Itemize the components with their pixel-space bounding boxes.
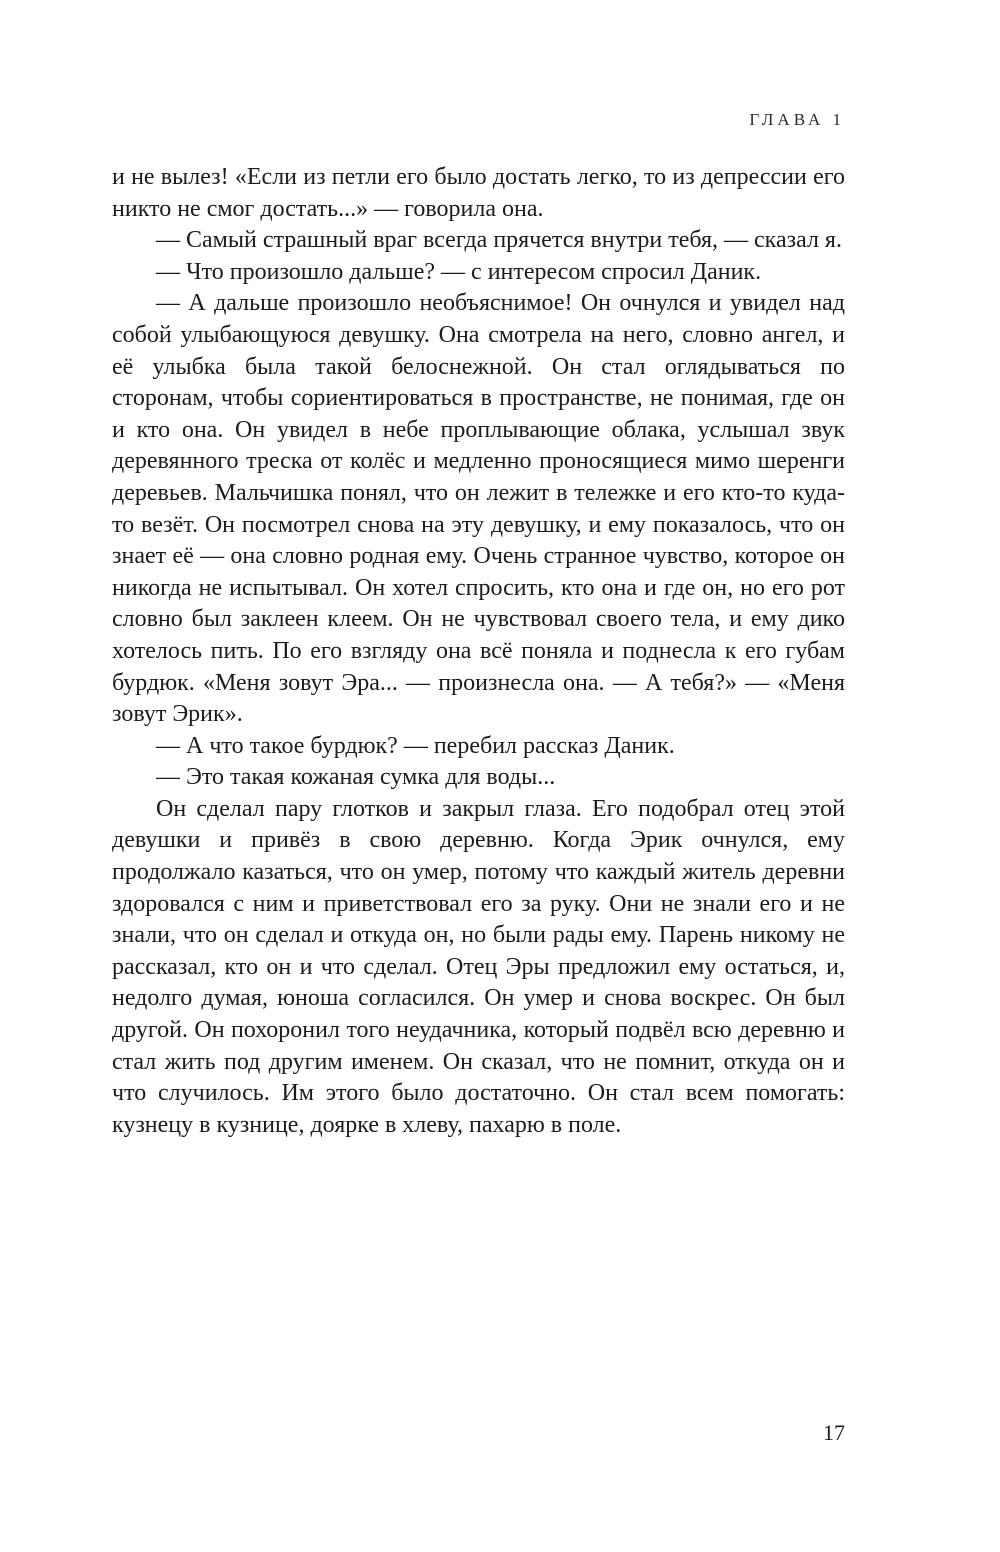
paragraph: — Что произошло дальше? — с интересом спросил Даник. — [156, 258, 762, 285]
paragraph: — А дальше произошло необъяснимое! Он очнулся и увидел над собой улыбающуюся девушку. Она смотрела на него, словно ангел, и её улыбка была такой белоснежной. Он стал оглядываться по сторонам, чтобы сориентироваться в пространстве, не понимая, где он и кто она. Он увидел в небе проплывающие облака, услышал звук деревянного треска от колёс и медленно проносящиеся мимо шеренги деревьев. Мальчишка понял, что он лежит в тележке и его кто-то куда-то везёт. Он посмотрел снова на эту девушку, и ему показалось, что он знает её — она словно родная ему. Очень странное чувство, которое он никогда не испытывал. Он хотел спросить, кто она и где он, но его рот словно был заклеен клеем. Он не чувствовал своего тела, и ему дико хотелось пить. По его взгляду она всё поняла и поднесла к его губам бурдюк. «Меня зовут Эра... — произнесла она. — А тебя?» — «Меня зовут Эрик». — [112, 290, 845, 728]
body-text — [112, 162, 845, 1141]
paragraph: — А что такое бурдюк? — перебил рассказ Даник. — [156, 732, 675, 759]
paragraph: и не вылез! «Если из петли его было достать легко, то из депрессии его никто не смог достать...» — говорила она. — [112, 164, 845, 222]
running-header-chapter: ГЛАВА 1 — [749, 110, 845, 129]
paragraph: — Самый страшный враг всегда прячется внутри тебя, — сказал я. — [156, 227, 842, 254]
paragraph: — Это такая кожаная сумка для воды... — [156, 764, 556, 791]
paragraph: Он сделал пару глотков и закрыл глаза. Его подобрал отец этой девушки и привёз в свою деревню. Когда Эрик очнулся, ему продолжало казаться, что он умер, потому что каждый житель деревни здоровался с ним и приветствовал его за руку. Они не знали его и не знали, что он сделал и откуда он, но были рады ему. Парень никому не рассказал, кто он и что сделал. Отец Эры предложил ему остаться, и, недолго думая, юноша согласился. Он умер и снова воскрес. Он был другой. Он похоронил того неудачника, который подвёл всю деревню и стал жить под другим именем. Он сказал, что не помнит, откуда он и что случилось. Им этого было достаточно. Он стал всем помогать: кузнецу в кузнице, доярке в хлеву, пахарю в поле. — [112, 795, 845, 1138]
page-number: 17 — [823, 1420, 845, 1445]
